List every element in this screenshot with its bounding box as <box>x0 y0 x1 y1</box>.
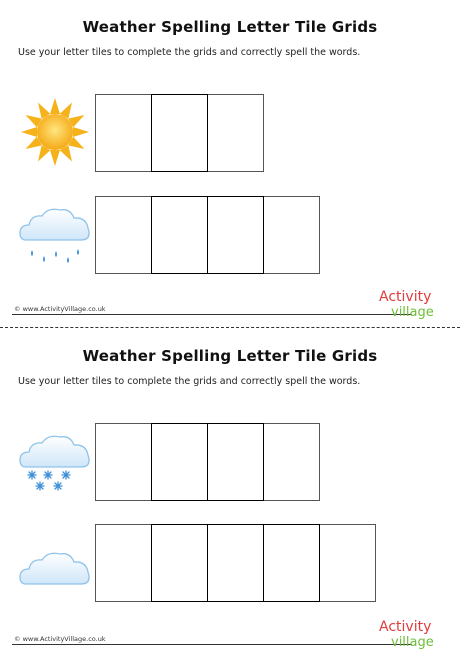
page-title: Weather Spelling Letter Tile Grids <box>82 18 378 36</box>
letter-tile[interactable] <box>207 423 264 501</box>
letter-tile[interactable] <box>151 423 208 501</box>
letter-tile[interactable] <box>151 196 208 274</box>
activity-village-logo <box>375 616 447 650</box>
letter-tile[interactable] <box>95 423 152 501</box>
footer-url: © www.ActivityVillage.co.uk <box>14 635 106 643</box>
footer-divider <box>12 644 412 645</box>
letter-tile[interactable] <box>263 196 320 274</box>
letter-tile[interactable] <box>263 423 320 501</box>
worksheet-bottom <box>0 329 460 654</box>
footer-divider <box>12 314 412 315</box>
letter-tile[interactable] <box>95 524 152 602</box>
letter-tile-grid <box>95 524 376 602</box>
svg-text:Activity: Activity <box>379 619 432 635</box>
svg-text:Activity: Activity <box>379 289 432 305</box>
letter-tile[interactable] <box>95 196 152 274</box>
sun-icon <box>18 95 92 169</box>
cloud-icon <box>18 534 92 608</box>
instructions: Use your letter tiles to complete the grids and correctly spell the words. <box>18 376 361 387</box>
instructions: Use your letter tiles to complete the grids and correctly spell the words. <box>18 47 361 58</box>
letter-tile[interactable] <box>319 524 376 602</box>
rain-cloud-icon <box>18 200 92 274</box>
letter-tile-grid <box>95 196 320 274</box>
svg-text:village: village <box>391 305 434 320</box>
letter-tile[interactable] <box>207 94 264 172</box>
letter-tile[interactable] <box>263 524 320 602</box>
worksheet-top <box>0 0 460 325</box>
letter-tile[interactable] <box>207 524 264 602</box>
letter-tile-grid <box>95 94 264 172</box>
letter-tile-grid <box>95 423 320 501</box>
letter-tile[interactable] <box>151 94 208 172</box>
activity-village-logo <box>375 286 447 320</box>
letter-tile[interactable] <box>207 196 264 274</box>
footer-url: © www.ActivityVillage.co.uk <box>14 305 106 313</box>
cut-line <box>0 327 460 328</box>
snow-cloud-icon <box>18 429 92 503</box>
letter-tile[interactable] <box>151 524 208 602</box>
page-title: Weather Spelling Letter Tile Grids <box>82 347 378 365</box>
svg-text:village: village <box>391 635 434 650</box>
letter-tile[interactable] <box>95 94 152 172</box>
